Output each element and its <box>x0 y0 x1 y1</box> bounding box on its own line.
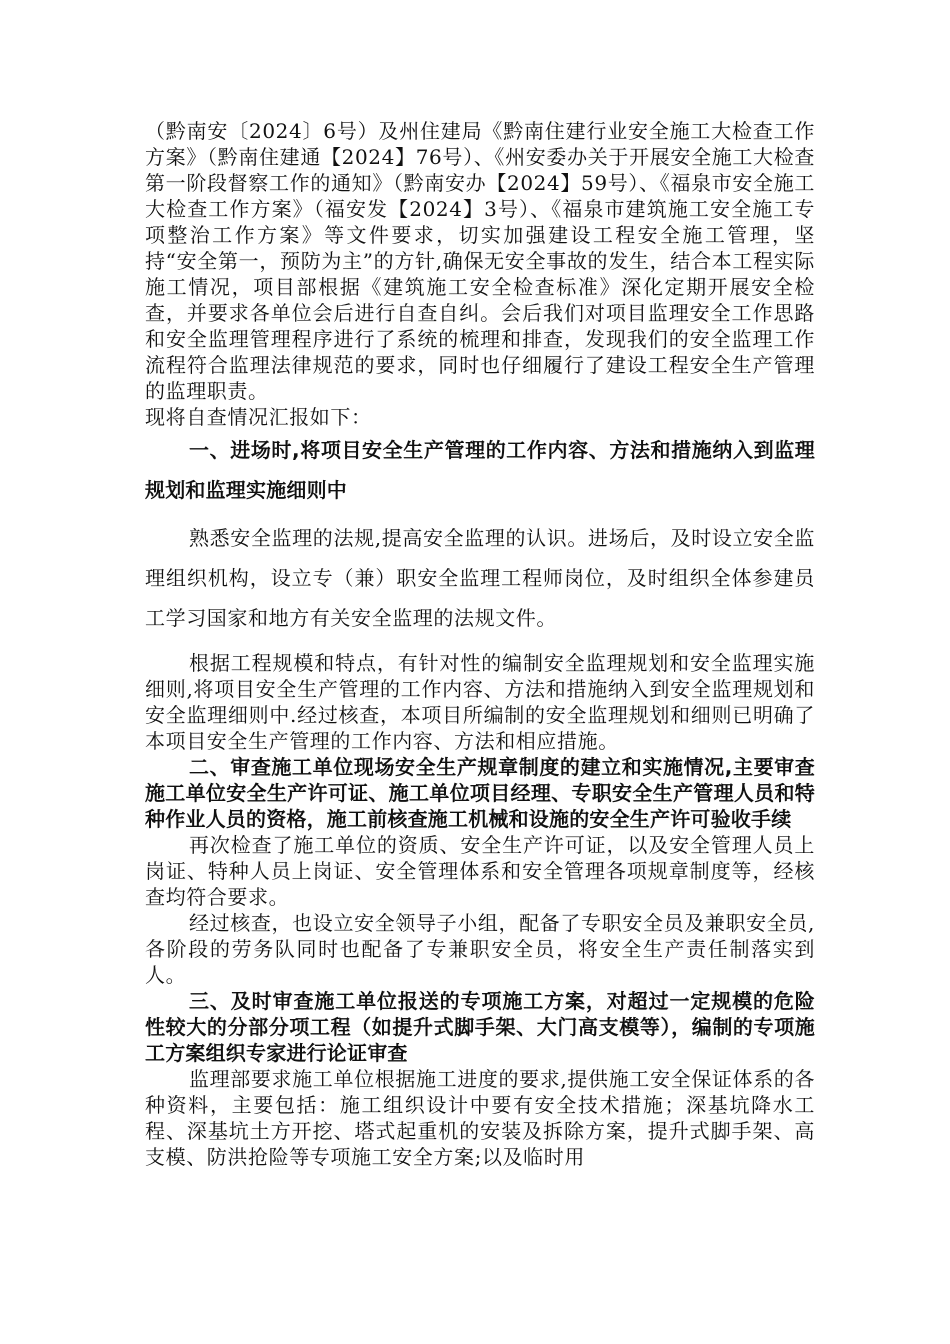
section-heading-1: 一、进场时,将项目安全生产管理的工作内容、方法和措施纳入到监理规划和监理实施细则中 <box>145 438 815 502</box>
body-paragraph: 再次检查了施工单位的资质、安全生产许可证，以及安全管理人员上岗证、特种人员上岗证、安全管理体系和安全管理各项规章制度等，经核查均符合要求。 <box>145 833 815 909</box>
section-heading-2: 二、审查施工单位现场安全生产规章制度的建立和实施情况,主要审查施工单位安全生产许可证、施工单位项目经理、专职安全生产管理人员和特种作业人员的资格，施工前核查施工机械和设施的安全生产许可验收手续 <box>145 755 815 831</box>
document-page <box>145 118 815 1170</box>
body-paragraph: 熟悉安全监理的法规,提高安全监理的认识。进场后，及时设立安全监理组织机构，设立专（兼）职安全监理工程师岗位，及时组织全体参建员工学习国家和地方有关安全监理的法规文件。 <box>145 526 815 630</box>
intro-paragraph: （黔南安〔2024〕6号）及州住建局《黔南住建行业安全施工大检查工作方案》（黔南住建通【2024】76号）、《州安委办关于开展安全施工大检查第一阶段督察工作的通知》（黔南安办【2024】59号）、《福泉市安全施工大检查工作方案》（福安发【2024】3号）、《福泉市建筑施工安全施工专项整治工作方案》等文件要求，切实加强建设工程安全施工管理，坚持“安全第一，预防为主”的方针,确保无安全事故的发生，结合本工程实际施工情况，项目部根据《建筑施工安全检查标准》深化定期开展安全检查，并要求各单位会后进行自查自纠。会后我们对项目监理安全工作思路和安全监理管理程序进行了系统的梳理和排查，发现我们的安全监理工作流程符合监理法律规范的要求，同时也仔细履行了建设工程安全生产管理的监理职责。 <box>145 119 815 403</box>
body-paragraph: 根据工程规模和特点，有针对性的编制安全监理规划和安全监理实施细则,将项目安全生产管理的工作内容、方法和措施纳入到安全监理规划和安全监理细则中.经过核查，本项目所编制的安全监理规划和细则已明确了本项目安全生产管理的工作内容、方法和相应措施。 <box>145 651 815 753</box>
report-lead: 现将自查情况汇报如下： <box>145 405 372 429</box>
body-paragraph: 经过核查，也设立安全领导子小组，配备了专职安全员及兼职安全员,各阶段的劳务队同时也配备了专兼职安全员，将安全生产责任制落实到人。 <box>145 911 815 987</box>
body-paragraph: 监理部要求施工单位根据施工进度的要求,提供施工安全保证体系的各种资料，主要包括：施工组织设计中要有安全技术措施；深基坑降水工程、深基坑土方开挖、塔式起重机的安装及拆除方案，提升式脚手架、高支模、防洪抢险等专项施工安全方案;以及临时用 <box>145 1067 815 1169</box>
section-heading-3: 三、及时审查施工单位报送的专项施工方案，对超过一定规模的危险性较大的分部分项工程（如提升式脚手架、大门高支模等），编制的专项施工方案组织专家进行论证审查 <box>145 989 815 1065</box>
